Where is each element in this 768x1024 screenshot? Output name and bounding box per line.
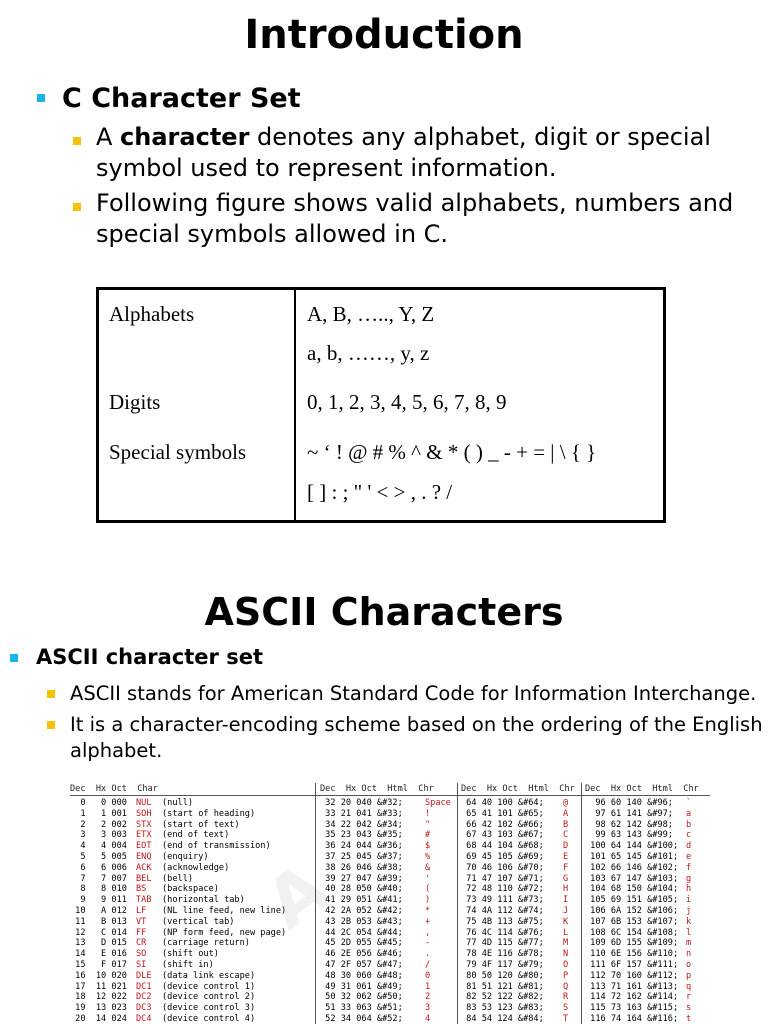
ascii-code: 111 6F 157 &#111; [585,960,679,970]
ascii-char: ACK [136,862,152,873]
ascii-code: 19 13 023 [70,1003,127,1014]
ascii-bullet-1: ASCII stands for American Standard Code for Information Interchange. [70,682,757,705]
ascii-desc: (shift out) [162,949,219,960]
ascii-bullet-2: It is a character-encoding scheme based on the ordering of the English alphabet. [70,713,763,762]
ascii-code: 103 67 147 &#103; [585,873,679,884]
ascii-desc: (bell) [162,873,194,884]
ascii-code: 50 32 062 &#50; [320,992,403,1003]
ascii-char: ENQ [136,852,152,862]
ascii-code: 79 4F 117 &#79; [461,960,544,970]
ascii-char: 0 [425,970,431,981]
ascii-char: t [686,1014,692,1024]
ascii-char: * [425,906,431,916]
ascii-code: 17 11 021 [70,981,127,992]
ascii-code: 113 71 161 &#113; [585,981,679,992]
ascii-char: EOT [136,841,152,852]
ascii-code: 2 2 002 [70,819,127,830]
ascii-code: 8 8 010 [70,884,127,895]
ascii-char: Space [425,798,451,808]
ascii-char: , [425,927,431,938]
ascii-code: 108 6C 154 &#108; [585,927,679,938]
ascii-char: b [686,819,692,830]
ascii-char: H [563,884,569,895]
special-symbols-2: [ ] : ; " ' < > , . ? / [307,480,453,504]
alphabets-upper: A, B, ….., Y, Z [307,302,435,326]
ascii-char: Q [563,981,569,992]
ascii-char: % [425,852,431,862]
ascii-code: 82 52 122 &#82; [461,992,544,1003]
ascii-char: ( [425,884,431,895]
alphabets-lower: a, b, ……, y, z [307,341,430,365]
ascii-code: 65 41 101 &#65; [461,808,544,819]
ascii-code: 84 54 124 &#84; [461,1014,544,1024]
ascii-code: 70 46 106 &#70; [461,862,544,873]
ascii-code: 68 44 104 &#68; [461,841,544,852]
ascii-char: e [686,852,692,862]
ascii-code: 12 C 014 [70,927,127,938]
ascii-char: ' [425,873,431,884]
ascii-desc: (end of transmission) [162,841,271,852]
ascii-desc: (end of text) [162,830,230,841]
ascii-code: 110 6E 156 &#110; [585,949,679,960]
ascii-char: / [425,960,431,970]
ascii-code: 48 30 060 &#48; [320,970,403,981]
ascii-code: 0 0 000 [70,798,127,808]
ascii-char: SOH [136,808,152,819]
ascii-table [70,783,710,1024]
row-label-special: Special symbols [109,440,247,464]
ascii-char: BEL [136,873,152,884]
ascii-code: 105 69 151 &#105; [585,895,679,906]
ascii-code: 9 9 011 [70,895,127,906]
ascii-char: BS [136,884,147,895]
ascii-desc: (device control 1) [162,981,256,992]
ascii-char: j [686,906,692,916]
ascii-char: k [686,916,692,927]
ascii-char: n [686,949,692,960]
ascii-char: + [425,916,431,927]
ascii-char: STX [136,819,152,830]
ascii-char: q [686,981,692,992]
ascii-char: s [686,1003,692,1014]
ascii-char: S [563,1003,569,1014]
ascii-title: ASCII Characters [204,590,564,634]
ascii-code: 47 2F 057 &#47; [320,960,403,970]
ascii-char: DC3 [136,1003,152,1014]
ascii-header-1: Dec Hx Oct Char [70,784,158,794]
ascii-code: 43 2B 053 &#43; [320,916,403,927]
ascii-char: SO [136,949,147,960]
bullet-icon [47,690,55,698]
ascii-code: 64 40 100 &#64; [461,798,544,808]
ascii-char: O [563,960,569,970]
ascii-char: F [563,862,569,873]
ascii-code: 67 43 103 &#67; [461,830,544,841]
ascii-code: 7 7 007 [70,873,127,884]
ascii-code: 1 1 001 [70,808,127,819]
ascii-char: K [563,916,569,927]
ascii-char: m [686,938,692,949]
ascii-desc: (backspace) [162,884,219,895]
ascii-code: 3 3 003 [70,830,127,841]
ascii-desc: (horizontal tab) [162,895,245,906]
ascii-code: 72 48 110 &#72; [461,884,544,895]
ascii-code: 97 61 141 &#97; [585,808,673,819]
ascii-code: 38 26 046 &#38; [320,862,403,873]
row-label-alphabets: Alphabets [109,302,195,326]
ascii-char: J [563,906,569,916]
ascii-desc: (vertical tab) [162,916,235,927]
ascii-desc: (carriage return) [162,938,250,949]
ascii-char: g [686,873,692,884]
ascii-char: 1 [425,981,431,992]
digits-values: 0, 1, 2, 3, 4, 5, 6, 7, 8, 9 [307,390,507,414]
ascii-char: TAB [136,895,152,906]
ascii-char: h [686,884,692,895]
intro-heading: C Character Set [62,83,301,114]
ascii-char: 4 [425,1014,431,1024]
ascii-header-4: Dec Hx Oct Html Chr [585,784,699,794]
column-divider [457,783,458,1024]
ascii-char: ` [686,798,692,808]
bullet-icon [37,94,45,102]
ascii-code: 11 B 013 [70,916,127,927]
ascii-code: 76 4C 114 &#76; [461,927,544,938]
ascii-char: N [563,949,569,960]
ascii-code: 73 49 111 &#73; [461,895,544,906]
table-divider [294,290,296,520]
ascii-code: 116 74 164 &#116; [585,1014,679,1024]
ascii-code: 44 2C 054 &#44; [320,927,403,938]
bullet-icon [47,721,55,729]
ascii-desc: (NL line feed, new line) [162,906,287,916]
ascii-desc: (device control 3) [162,1003,256,1014]
ascii-char: P [563,970,569,981]
ascii-char: - [425,938,431,949]
ascii-code: 16 10 020 [70,970,127,981]
bullet-icon [73,203,81,211]
ascii-char: # [425,830,431,841]
ascii-code: 10 A 012 [70,906,127,916]
ascii-code: 71 47 107 &#71; [461,873,544,884]
ascii-char: o [686,960,692,970]
ascii-desc: (NP form feed, new page) [162,927,287,938]
ascii-char: R [563,992,569,1003]
ascii-char: SI [136,960,147,970]
intro-bullet-1: A character denotes any alphabet, digit or special symbol used to represent information. [96,123,711,182]
ascii-char: a [686,808,692,819]
ascii-char: & [425,862,431,873]
ascii-code: 99 63 143 &#99; [585,830,673,841]
ascii-desc: (null) [162,798,194,808]
ascii-code: 100 64 144 &#100; [585,841,679,852]
ascii-code: 35 23 043 &#35; [320,830,403,841]
ascii-code: 104 68 150 &#104; [585,884,679,895]
ascii-code: 109 6D 155 &#109; [585,938,679,949]
ascii-desc: (data link escape) [162,970,256,981]
ascii-code: 34 22 042 &#34; [320,819,403,830]
ascii-code: 32 20 040 &#32; [320,798,403,808]
row-label-digits: Digits [109,390,161,414]
ascii-code: 52 34 064 &#52; [320,1014,403,1024]
ascii-code: 46 2E 056 &#46; [320,949,403,960]
column-divider [581,783,582,1024]
ascii-header-2: Dec Hx Oct Html Chr [320,784,434,794]
ascii-char: 3 [425,1003,431,1014]
ascii-code: 40 28 050 &#40; [320,884,403,895]
ascii-desc: (start of heading) [162,808,256,819]
ascii-code: 51 33 063 &#51; [320,1003,403,1014]
bullet-icon [10,654,18,662]
ascii-char: LF [136,906,147,916]
ascii-code: 14 E 016 [70,949,127,960]
ascii-code: 112 70 160 &#112; [585,970,679,981]
ascii-char: C [563,830,569,841]
ascii-code: 107 6B 153 &#107; [585,916,679,927]
ascii-code: 66 42 102 &#66; [461,819,544,830]
ascii-char: ) [425,895,431,906]
ascii-code: 102 66 146 &#102; [585,862,679,873]
ascii-code: 78 4E 116 &#78; [461,949,544,960]
character-set-table [96,287,666,523]
special-symbols-1: ~ ‘ ! @ # % ^ & * ( ) _ - + = | \ { } [307,440,597,464]
ascii-desc: (device control 4) [162,1014,256,1024]
ascii-char: I [563,895,569,906]
ascii-code: 69 45 105 &#69; [461,852,544,862]
ascii-code: 5 5 005 [70,852,127,862]
ascii-char: DC2 [136,992,152,1003]
ascii-char: T [563,1014,569,1024]
ascii-desc: (start of text) [162,819,240,830]
intro-bullet-2: Following figure shows valid alphabets, numbers and special symbols allowed in C. [96,189,734,248]
ascii-code: 115 73 163 &#115; [585,1003,679,1014]
bullet-icon [73,137,81,145]
ascii-code: 106 6A 152 &#106; [585,906,679,916]
ascii-char: p [686,970,692,981]
ascii-header-3: Dec Hx Oct Html Chr [461,784,575,794]
ascii-char: f [686,862,692,873]
ascii-char: r [686,992,692,1003]
ascii-code: 39 27 047 &#39; [320,873,403,884]
ascii-char: E [563,852,569,862]
ascii-char: VT [136,916,147,927]
ascii-code: 33 21 041 &#33; [320,808,403,819]
watermark: A [251,846,343,946]
ascii-char: NUL [136,798,152,808]
ascii-char: A [563,808,569,819]
ascii-code: 49 31 061 &#49; [320,981,403,992]
ascii-char: ETX [136,830,152,841]
ascii-code: 75 4B 113 &#75; [461,916,544,927]
ascii-char: D [563,841,569,852]
ascii-char: $ [425,841,431,852]
ascii-code: 81 51 121 &#81; [461,981,544,992]
ascii-char: B [563,819,569,830]
ascii-code: 42 2A 052 &#42; [320,906,403,916]
ascii-code: 37 25 045 &#37; [320,852,403,862]
ascii-char: L [563,927,569,938]
ascii-char: c [686,830,692,841]
ascii-code: 98 62 142 &#98; [585,819,673,830]
ascii-code: 41 29 051 &#41; [320,895,403,906]
ascii-code: 15 F 017 [70,960,127,970]
ascii-code: 45 2D 055 &#45; [320,938,403,949]
ascii-code: 114 72 162 &#114; [585,992,679,1003]
header-divider [70,795,710,796]
ascii-code: 18 12 022 [70,992,127,1003]
ascii-char: i [686,895,692,906]
ascii-code: 77 4D 115 &#77; [461,938,544,949]
ascii-code: 6 6 006 [70,862,127,873]
ascii-desc: (enquiry) [162,852,209,862]
ascii-code: 96 60 140 &#96; [585,798,673,808]
ascii-char: G [563,873,569,884]
ascii-code: 36 24 044 &#36; [320,841,403,852]
ascii-char: DC4 [136,1014,152,1024]
ascii-char: M [563,938,569,949]
ascii-code: 20 14 024 [70,1014,127,1024]
ascii-code: 13 D 015 [70,938,127,949]
ascii-desc: (shift in) [162,960,214,970]
ascii-char: CR [136,938,147,949]
ascii-code: 101 65 145 &#101; [585,852,679,862]
ascii-code: 4 4 004 [70,841,127,852]
ascii-heading: ASCII character set [36,645,264,669]
ascii-char: ! [425,808,431,819]
ascii-char: " [425,819,431,830]
ascii-desc: (acknowledge) [162,862,230,873]
ascii-char: l [686,927,692,938]
ascii-char: d [686,841,692,852]
ascii-code: 83 53 123 &#83; [461,1003,544,1014]
ascii-char: @ [563,798,569,808]
ascii-char: 2 [425,992,431,1003]
ascii-char: . [425,949,431,960]
ascii-char: DC1 [136,981,152,992]
ascii-code: 80 50 120 &#80; [461,970,544,981]
ascii-char: DLE [136,970,152,981]
ascii-desc: (device control 2) [162,992,256,1003]
ascii-char: FF [136,927,147,938]
ascii-code: 74 4A 112 &#74; [461,906,544,916]
intro-title: Introduction [244,12,524,58]
